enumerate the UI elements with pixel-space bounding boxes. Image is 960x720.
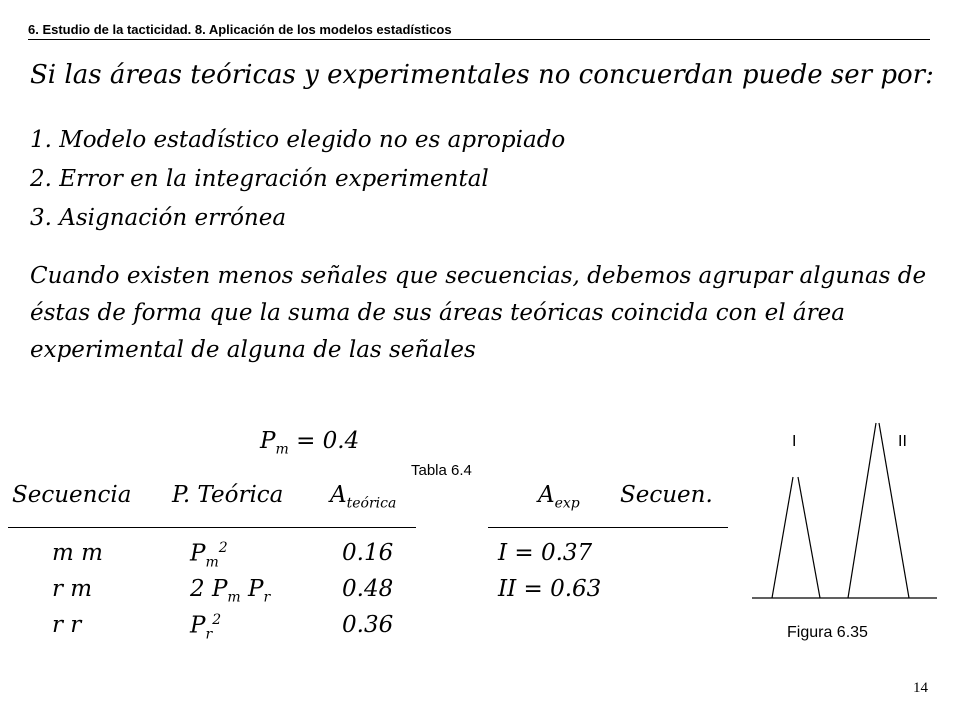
p-sup: 2 (218, 540, 228, 556)
explanation-paragraph: Cuando existen menos señales que secuencias, debemos agrupar algunas de éstas de forma que la suma de sus áreas teóricas coincida con el área experimental de alguna de las señales (30, 263, 927, 363)
a-teorica-sub: teórica (346, 495, 397, 512)
p-sup: 2 (212, 612, 222, 628)
peak-label-i: I (792, 433, 797, 450)
row-secuencia: r r (52, 612, 82, 638)
table-caption: Tabla 6.4 (411, 462, 472, 479)
experimental-area: II = 0.63 (498, 576, 602, 602)
reasons-list (30, 121, 565, 238)
spectrum-figure (745, 415, 945, 605)
row-a-teorica: 0.48 (342, 576, 394, 602)
reason-item: 3. Asignación errónea (30, 205, 287, 231)
p-main: P (190, 540, 206, 567)
row-p-teorica (190, 576, 270, 606)
pm-value: = 0.4 (288, 428, 360, 454)
a-exp-sub: exp (554, 495, 580, 512)
row-secuencia: r m (52, 576, 93, 602)
table-rule-left (8, 527, 416, 528)
row-secuencia: m m (52, 540, 103, 566)
header-p-teorica: P. Teórica (172, 482, 284, 508)
a-teorica-main: A (330, 482, 347, 508)
p-sub: r (205, 626, 213, 643)
figure-caption: Figura 6.35 (787, 624, 868, 641)
row-a-teorica: 0.36 (342, 612, 394, 638)
p-main: P (190, 612, 206, 639)
header-secuen: Secuen. (620, 482, 713, 508)
pm-subscript: m (275, 441, 289, 458)
row-a-teorica: 0.16 (342, 540, 394, 566)
reason-item: 2. Error en la integración experimental (30, 166, 489, 192)
header-a-exp (538, 482, 580, 512)
header-a-teorica (330, 482, 396, 512)
page-number: 14 (913, 680, 928, 696)
row-p-teorica (190, 612, 221, 642)
table-rule-right (488, 527, 728, 528)
intro-text: Si las áreas teóricas y experimentales no concuerdan puede ser por: (30, 60, 934, 90)
page-header: 6. Estudio de la tacticidad. 8. Aplicación de los modelos estadísticos (28, 22, 452, 37)
a-exp-main: A (538, 482, 555, 508)
peak-i-right-edge (798, 477, 820, 598)
p-sub-r: r (263, 589, 271, 606)
peak-ii-left-edge (848, 423, 876, 598)
p-mid: P (240, 576, 264, 602)
p-sub: m (205, 554, 219, 571)
peak-ii-right-edge (879, 423, 909, 598)
pm-symbol: P (260, 428, 276, 454)
p-pre: 2 P (190, 576, 228, 602)
p-sub-m: m (227, 589, 241, 606)
peak-i-left-edge (772, 477, 793, 598)
header-secuencia: Secuencia (12, 482, 132, 508)
reason-item: 1. Modelo estadístico elegido no es apropiado (30, 127, 566, 153)
experimental-area: I = 0.37 (498, 540, 593, 566)
row-p-teorica (190, 540, 228, 570)
peak-label-ii: II (898, 433, 907, 450)
pm-equation (260, 428, 359, 458)
header-divider (28, 39, 930, 40)
